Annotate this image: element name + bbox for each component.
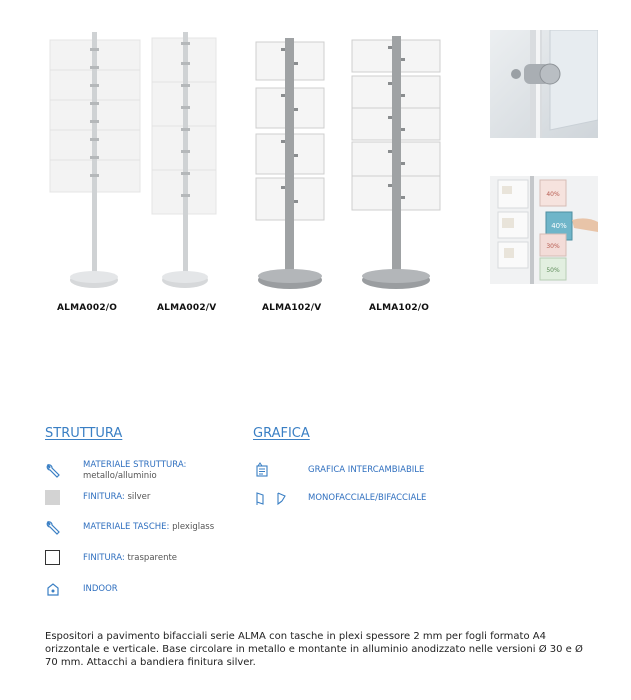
product-code: ALMA002/O [57, 303, 118, 313]
wrench-icon [45, 520, 61, 536]
feature-indoor [83, 584, 118, 595]
graphic-change-icon [254, 462, 270, 478]
feature-value: metallo/alluminio [83, 471, 157, 481]
feature-structure-material [83, 460, 233, 482]
discount-tag: 40% [551, 222, 567, 230]
feature-label: FINITURA: [83, 492, 125, 502]
detail-image-display-in-use [490, 176, 598, 284]
discount-tag: 40% [546, 191, 560, 198]
detail-image-clamp [490, 30, 598, 138]
feature-structure-finish [83, 492, 150, 503]
feature-value: plexiglass [169, 522, 215, 532]
feature-label: MATERIALE TASCHE: [83, 522, 170, 532]
feature-pocket-material [83, 522, 214, 533]
discount-tag: 30% [546, 243, 560, 250]
product-description: Espositori a pavimento bifacciali serie ALMA con tasche in plexi spessore 2 mm per fogli formato A4 orizzontale e verticale. Base circolare in metallo e montante in alluminio anodizzato nelle versioni Ø 30 e Ø 70 mm. Attacchi a bandiera finitura silver. [45, 631, 583, 668]
product-image-alma002-o [40, 28, 150, 298]
grafica-heading: GRAFICA [253, 426, 310, 441]
house-icon [45, 581, 61, 597]
feature-value: silver [124, 492, 151, 502]
product-code: ALMA102/O [369, 303, 430, 313]
swatch-icon [45, 490, 60, 505]
swatch-icon [45, 550, 60, 565]
product-image-alma102-o [348, 28, 444, 298]
feature-label: MONOFACCIALE/BIFACCIALE [308, 493, 427, 503]
feature-label: MATERIALE STRUTTURA: [83, 460, 187, 470]
feature-label: INDOOR [83, 584, 118, 594]
feature-pocket-finish [83, 553, 177, 564]
single-double-side-icon [254, 490, 290, 506]
discount-tag: 50% [546, 267, 560, 274]
wrench-icon [45, 463, 61, 479]
feature-single-double-sided [308, 493, 426, 504]
feature-interchangeable-graphics [308, 465, 424, 476]
product-image-alma002-v [148, 28, 223, 298]
feature-label: GRAFICA INTERCAMBIABILE [308, 465, 425, 475]
product-code: ALMA102/V [262, 303, 322, 313]
product-code: ALMA002/V [157, 303, 217, 313]
feature-label: FINITURA: [83, 553, 125, 563]
struttura-heading: STRUTTURA [45, 426, 123, 441]
product-image-alma102-v [250, 28, 330, 298]
feature-value: trasparente [124, 553, 178, 563]
